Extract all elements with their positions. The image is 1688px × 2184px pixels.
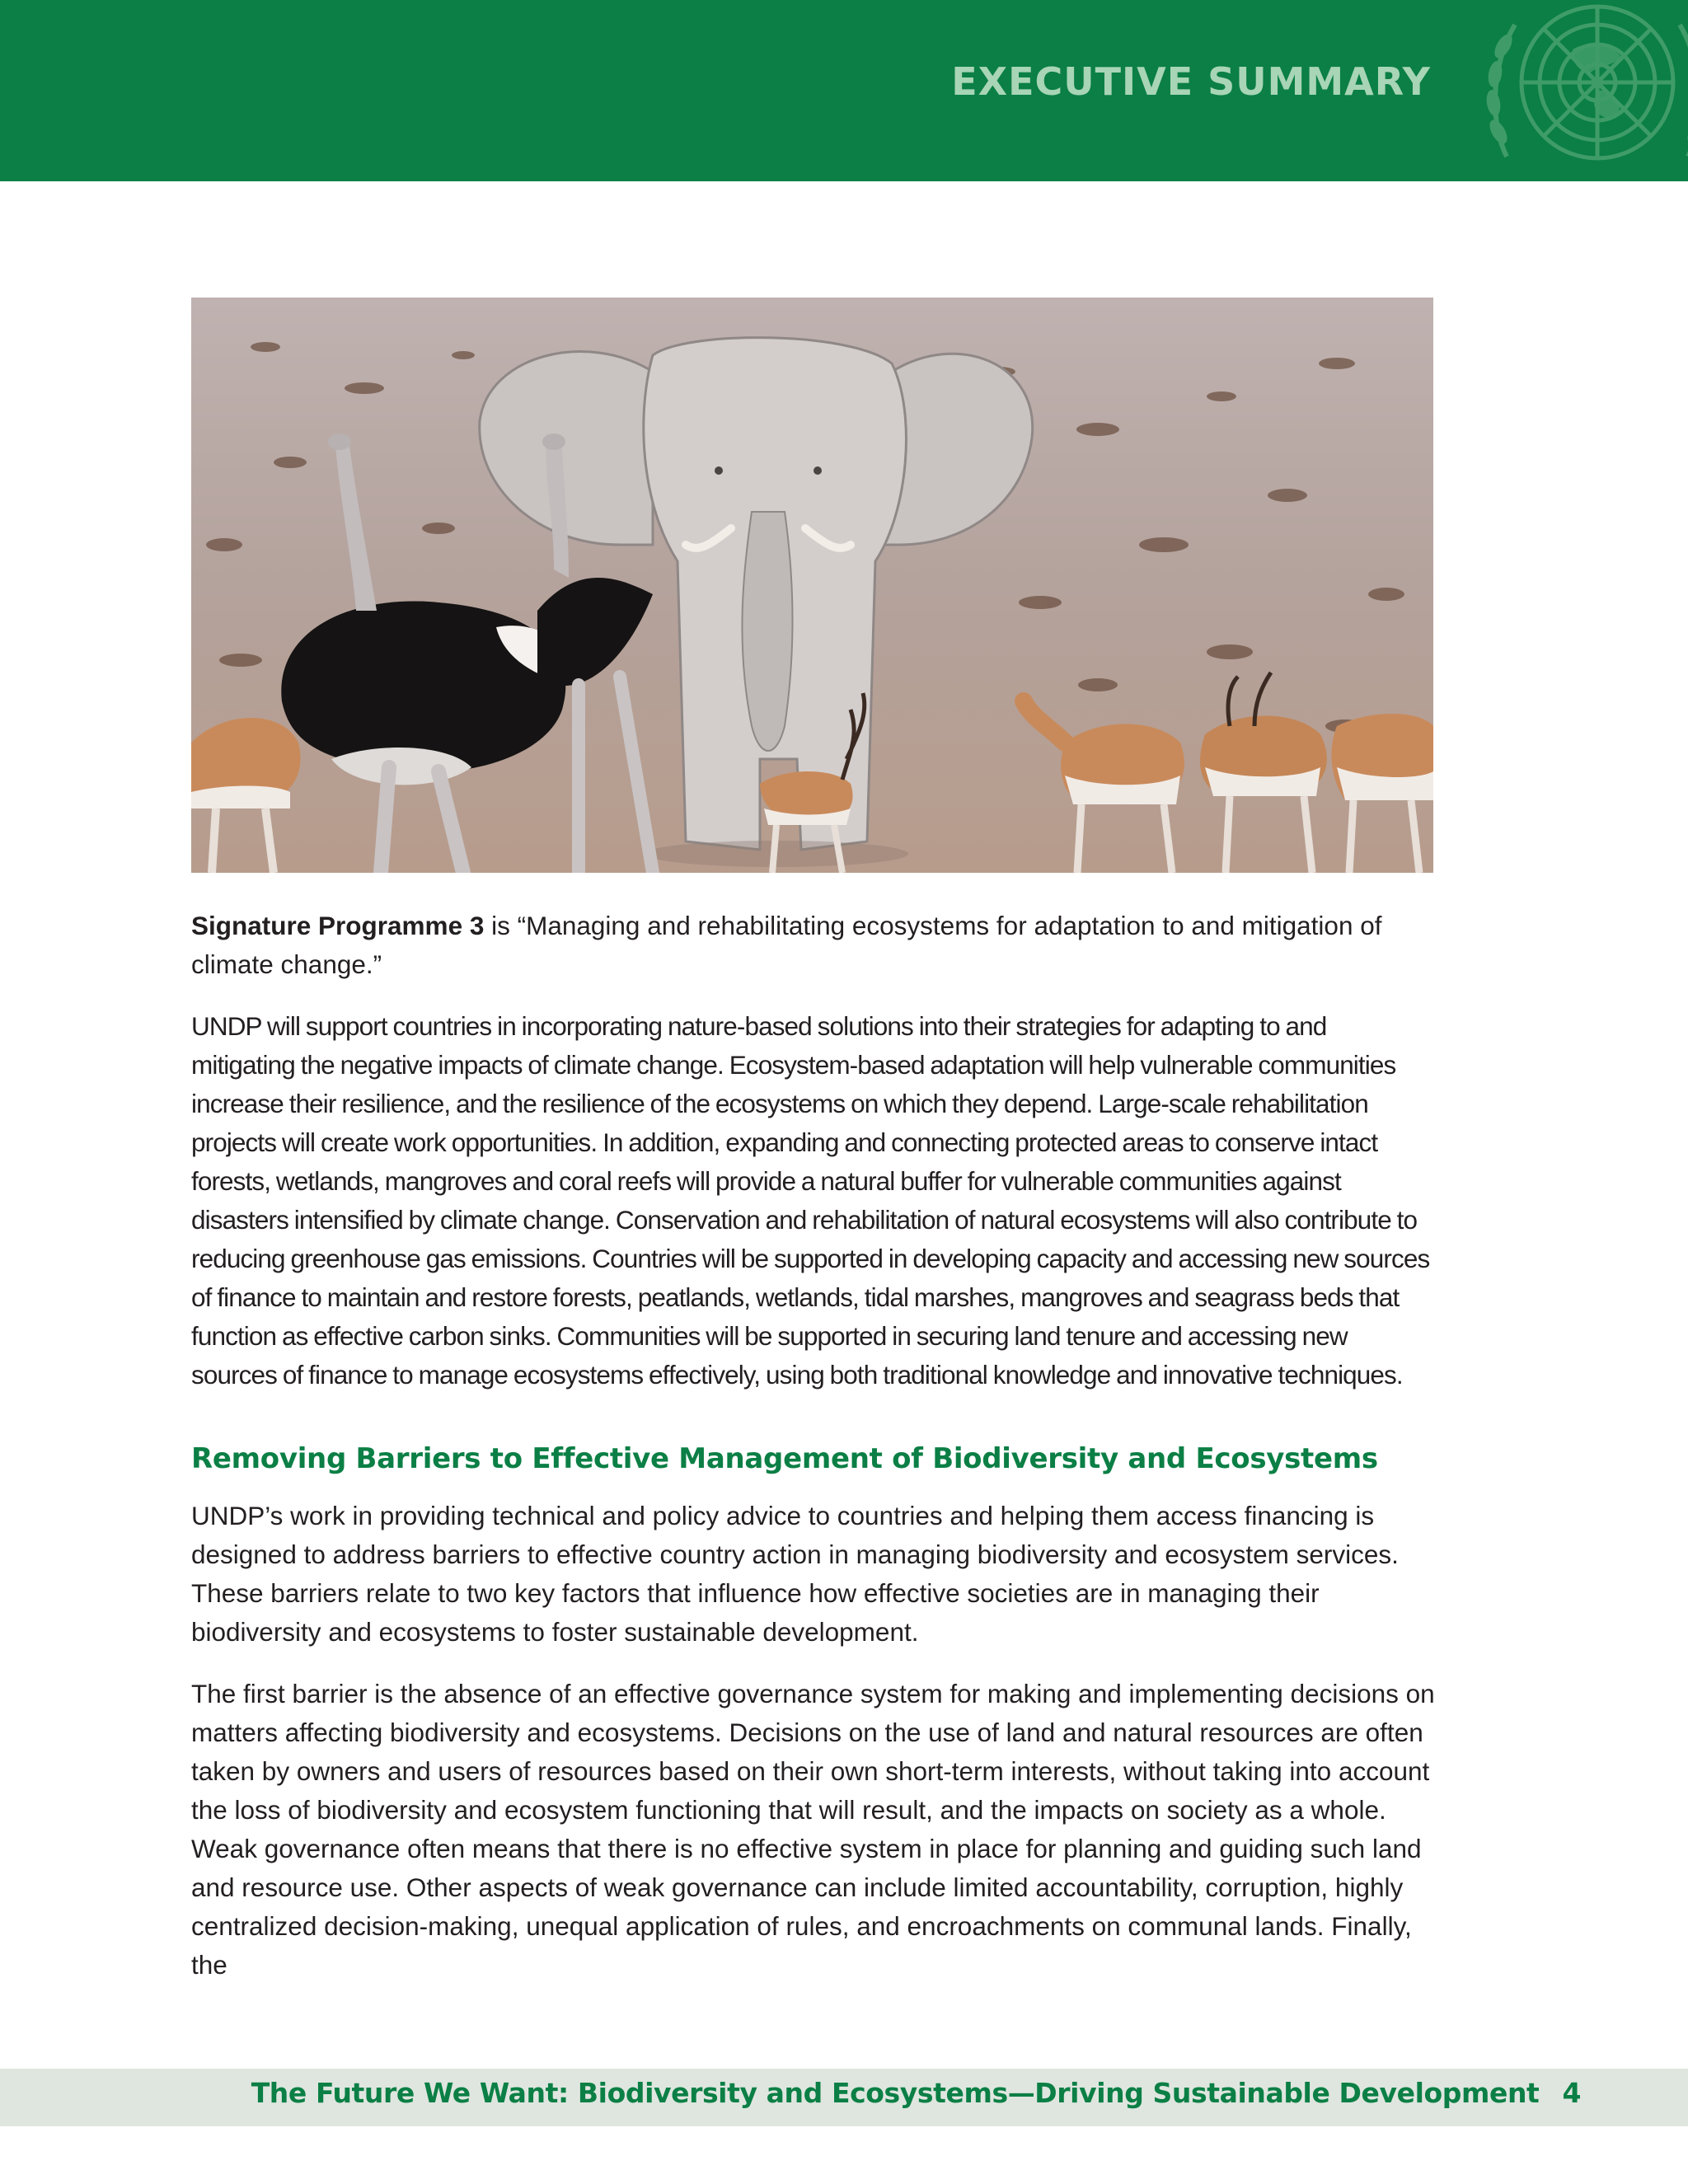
section-heading: Removing Barriers to Effective Management of Biodiversity and Ecosystems xyxy=(191,1442,1378,1475)
un-emblem-icon xyxy=(1474,0,1688,181)
header-band xyxy=(0,0,1688,181)
footer xyxy=(251,2077,1581,2109)
body-paragraph-1: UNDP will support countries in incorporating nature-based solutions into their strategies for adapting to and mitigating the negative impacts of climate change. Ecosystem-based adaptation will help vulnerable communities increase their resilience, and the resilience of the ecosystems on which they depend. Large-scale rehabilitation projects will create work opportunities. In addition, expanding and connecting protected areas to conserve intact forests, wetlands, mangroves and coral reefs will provide a natural buffer for vulnerable communities against disasters intensified by climate change. Conservation and rehabilitation of natural ecosystems will also contribute to reducing greenhouse gas emissions. Countries will be supported in developing capacity and accessing new sources of finance to maintain and restore forests, peatlands, wetlands, tidal marshes, mangroves and seagrass beds that function as effective carbon sinks. Communities will be supported in securing land tenure and accessing new sources of finance to manage ecosystems effectively, using both traditional knowledge and innovative techniques. xyxy=(191,1011,1430,1390)
section-paragraph-2: The first barrier is the absence of an effective governance system for making and implementing decisions on matters affecting biodiversity and ecosystems. Decisions on the use of land and natural resources are often taken by owners and users of resources based on their own short-term interests, without taking into account the loss of biodiversity and ecosystem functioning that will result, and the impacts on society as a whole. Weak governance often means that there is no effective system in place for planning and guiding such land and resource use. Other aspects of weak governance can include limited accountability, corruption, highly centralized decision-making, unequal application of rules, and encroachments on communal lands. Finally, the xyxy=(191,1679,1435,1980)
page-number: 4 xyxy=(1562,2077,1581,2109)
intro-lead-bold: Signature Programme 3 xyxy=(191,911,485,940)
intro-lead-rest: is “Managing and rehabilitating ecosystems for adaptation to and mitigation of climate change.” xyxy=(191,911,1382,979)
wildlife-photo xyxy=(191,298,1433,873)
page-section-title: EXECUTIVE SUMMARY xyxy=(951,59,1431,104)
section-paragraph-1: UNDP’s work in providing technical and policy advice to countries and helping them access financing is designed to address barriers to effective country action in managing biodiversity and ecosystem services. These barriers relate to two key factors that influence how effective societies are in managing their biodiversity and ecosystems to foster sustainable development. xyxy=(191,1501,1399,1647)
footer-title: The Future We Want: Biodiversity and Ecosystems—Driving Sustainable Development xyxy=(251,2077,1540,2109)
footer-band xyxy=(0,2069,1688,2126)
intro-paragraph xyxy=(191,907,1436,984)
main-content xyxy=(191,907,1436,2008)
